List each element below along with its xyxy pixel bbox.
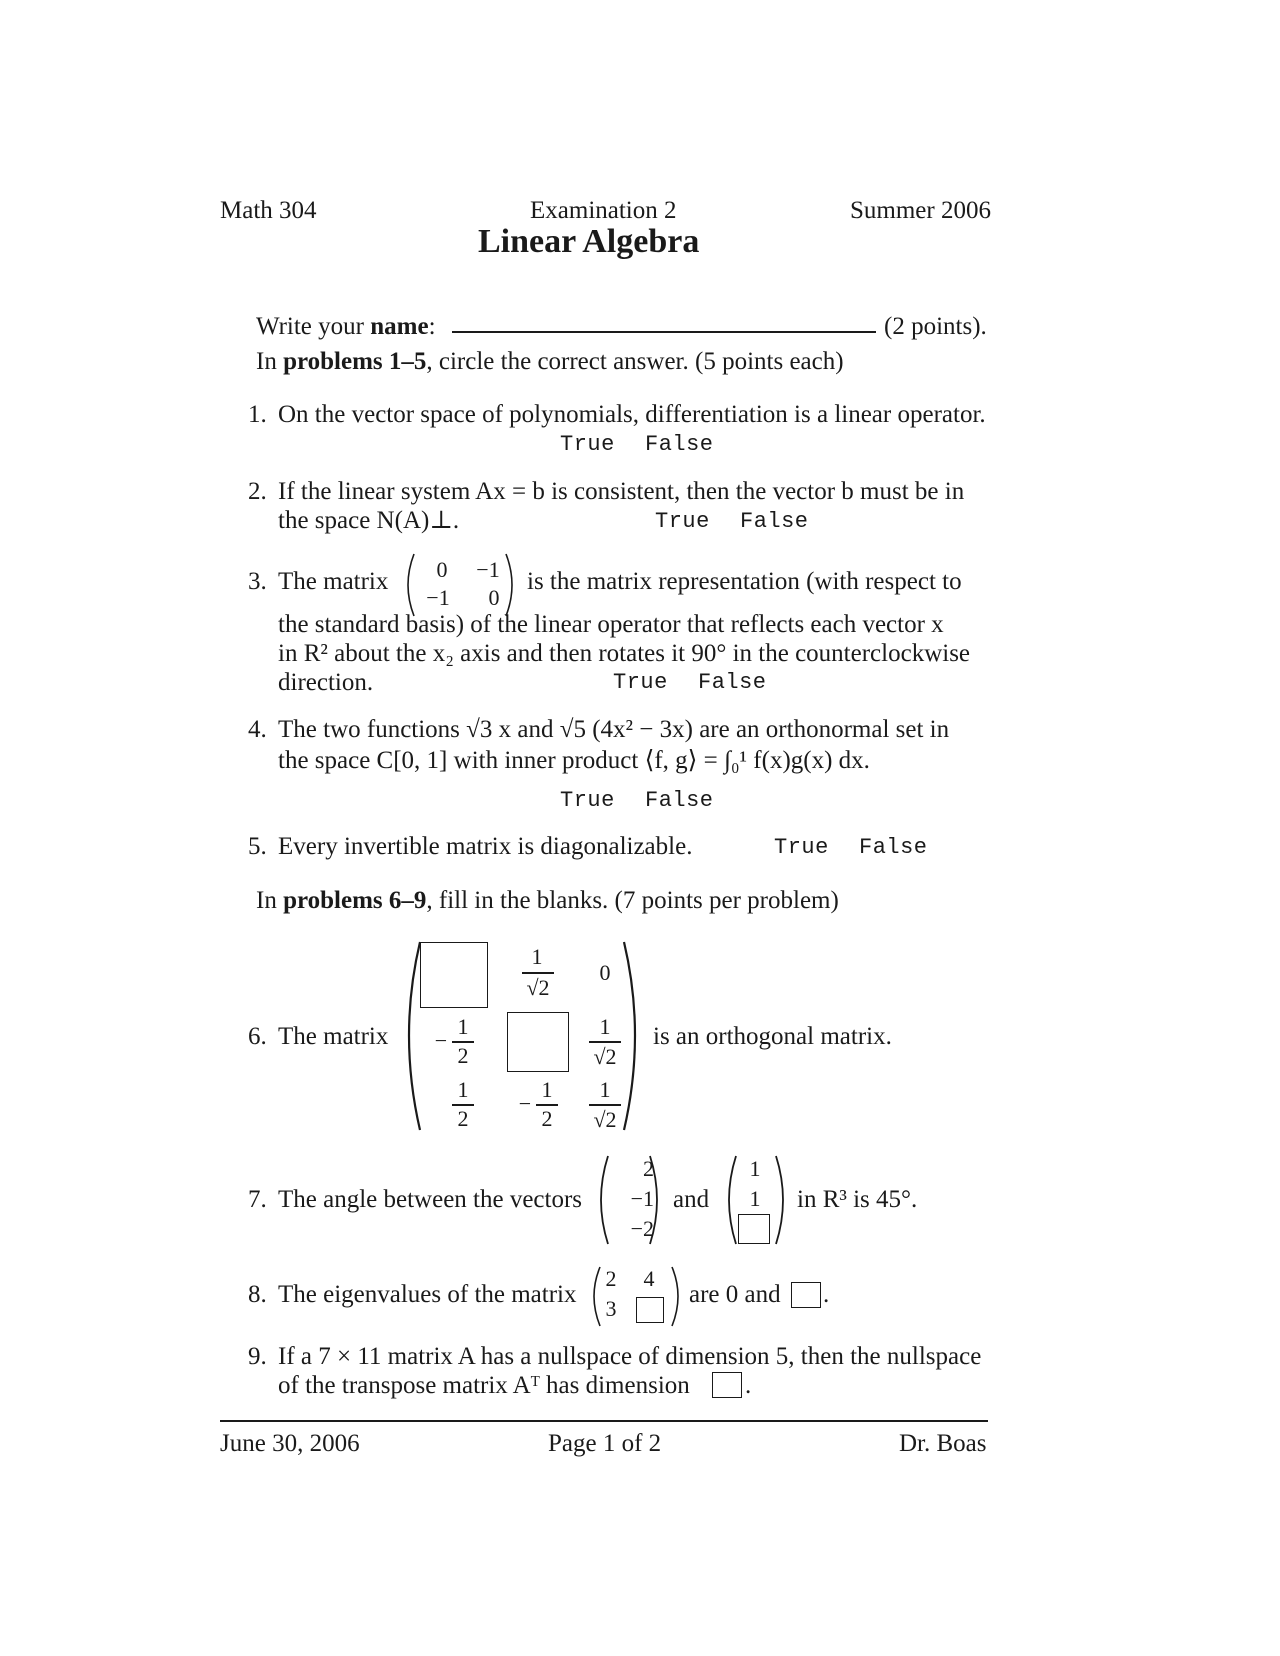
problem-3-matrix-a11: 0 (436, 557, 448, 582)
problem-8-pre: The eigenvalues of the matrix (278, 1281, 577, 1308)
problem-6-a32-denominator: 2 (541, 1106, 553, 1131)
exam-label: Examination 2 (530, 197, 677, 224)
problem-8-matrix-a11: 2 (605, 1266, 617, 1291)
problem-7-blank-vector2-z[interactable] (738, 1214, 770, 1244)
problem-8-blank-a22[interactable] (636, 1297, 664, 1323)
problem-3-true[interactable]: True (613, 670, 668, 695)
problem-7-vector2-y: 1 (749, 1186, 761, 1211)
problem-9-end: . (745, 1372, 752, 1399)
problem-9-text-line2: of the transpose matrix Aᵀ has dimension (278, 1372, 690, 1399)
course-label: Math 304 (220, 197, 317, 224)
page-title: Linear Algebra (478, 223, 700, 260)
problem-6-a33-denominator: √2 (593, 1107, 617, 1132)
problem-2-true[interactable]: True (655, 509, 710, 534)
problem-5-number: 5. (248, 833, 267, 860)
problem-6-a12-numerator: 1 (531, 944, 543, 969)
problem-6-a21-numerator: 1 (457, 1014, 469, 1039)
name-points: (2 points). (884, 313, 987, 340)
problem-7-number: 7. (248, 1186, 267, 1213)
problem-6-a31-numerator: 1 (457, 1077, 469, 1102)
footer-author: Dr. Boas (899, 1430, 987, 1457)
footer-date: June 30, 2006 (220, 1430, 360, 1457)
problem-3-text-line4: direction. (278, 669, 374, 696)
problem-4-true[interactable]: True (560, 788, 615, 813)
problem-3-text-line3: in R² about the x₂ axis and then rotates it 90° in the counterclockwise (278, 640, 971, 667)
problem-4-text-line1: The two functions √3 x and √5 (4x² − 3x) are an orthonormal set in (278, 716, 950, 743)
problem-1-false[interactable]: False (645, 432, 714, 457)
problem-6-a32-minus: − (518, 1091, 532, 1116)
problem-2-number: 2. (248, 478, 267, 505)
problem-7-pre: The angle between the vectors (278, 1186, 583, 1213)
problem-6-post: is an orthogonal matrix. (653, 1023, 892, 1050)
problem-9-number: 9. (248, 1343, 267, 1370)
problem-3-false[interactable]: False (698, 670, 767, 695)
problem-3-pre: The matrix (278, 568, 389, 595)
term-label: Summer 2006 (850, 197, 991, 224)
problem-7-vector2-x: 1 (749, 1156, 761, 1181)
problem-8-blank-eigenvalue[interactable] (791, 1282, 821, 1308)
problem-8-number: 8. (248, 1281, 267, 1308)
problem-6-a21-minus: − (434, 1028, 448, 1053)
footer-rule (220, 1420, 988, 1422)
footer-page-number: Page 1 of 2 (548, 1430, 662, 1457)
problem-4-false[interactable]: False (645, 788, 714, 813)
problem-7-vector1-z: −2 (630, 1216, 654, 1241)
problem-6-a12-fraction-bar (522, 972, 554, 974)
problem-5-true[interactable]: True (774, 835, 829, 860)
name-prompt: Write your name: (256, 313, 436, 340)
problem-4-text-line2: the space C[0, 1] with inner product ⟨f, g⟩ = ∫₀¹ f(x)g(x) dx. (278, 747, 870, 774)
problem-6-a12-denominator: √2 (526, 975, 550, 1000)
instructions-2: In problems 6–9, fill in the blanks. (7 points per problem) (256, 887, 839, 914)
problem-3-matrix-a12: −1 (476, 557, 500, 582)
problem-2-false[interactable]: False (740, 509, 809, 534)
problem-8-matrix-a12: 4 (643, 1266, 655, 1291)
problem-1-number: 1. (248, 401, 267, 428)
problem-6-a33-fraction-bar (589, 1104, 621, 1106)
problem-6-a31-denominator: 2 (457, 1106, 469, 1131)
problem-3-post: is the matrix representation (with respect to (527, 568, 962, 595)
problem-6-blank-a11[interactable] (420, 942, 488, 1008)
problem-2-text-line2: the space N(A)⊥. (278, 507, 460, 534)
problem-6-pre: The matrix (278, 1023, 389, 1050)
problem-6-a32-numerator: 1 (541, 1077, 553, 1102)
name-blank-line[interactable] (452, 331, 876, 333)
problem-4-number: 4. (248, 716, 267, 743)
problem-3-text-line2: the standard basis) of the linear operator that reflects each vector x (278, 611, 944, 638)
problem-6-a21-denominator: 2 (457, 1043, 469, 1068)
problem-8-matrix-a21: 3 (605, 1296, 617, 1321)
problem-3-matrix-a22: 0 (488, 585, 500, 610)
problem-2-text-line1: If the linear system Ax = b is consistent, then the vector b must be in (278, 478, 965, 505)
problem-6-a33-numerator: 1 (599, 1077, 611, 1102)
problem-6-number: 6. (248, 1023, 267, 1050)
problem-5-false[interactable]: False (859, 835, 928, 860)
problem-5-text: Every invertible matrix is diagonalizable. (278, 833, 693, 860)
instructions-1: In problems 1–5, circle the correct answer. (5 points each) (256, 348, 844, 375)
problem-8-end: . (823, 1281, 830, 1308)
problem-6-blank-a22[interactable] (507, 1012, 569, 1072)
problem-9-blank-dimension[interactable] (712, 1372, 742, 1398)
problem-7-post: in R³ is 45°. (797, 1186, 918, 1213)
problem-7-vector1-y: −1 (630, 1186, 654, 1211)
problem-6-a13: 0 (599, 960, 611, 985)
problem-7-and: and (673, 1186, 710, 1213)
problem-7-vector1-x: 2 (643, 1156, 654, 1181)
problem-6-a23-denominator: √2 (593, 1044, 617, 1069)
problem-9-text-line1: If a 7 × 11 matrix A has a nullspace of dimension 5, then the nullspace (278, 1343, 982, 1370)
problem-1-text: On the vector space of polynomials, differentiation is a linear operator. (278, 401, 986, 428)
problem-6-a23-fraction-bar (589, 1041, 621, 1043)
problem-3-matrix-a21: −1 (426, 585, 450, 610)
problem-3-number: 3. (248, 568, 267, 595)
problem-1-true[interactable]: True (560, 432, 615, 457)
problem-6-a23-numerator: 1 (599, 1014, 611, 1039)
problem-8-post: are 0 and (689, 1281, 781, 1308)
